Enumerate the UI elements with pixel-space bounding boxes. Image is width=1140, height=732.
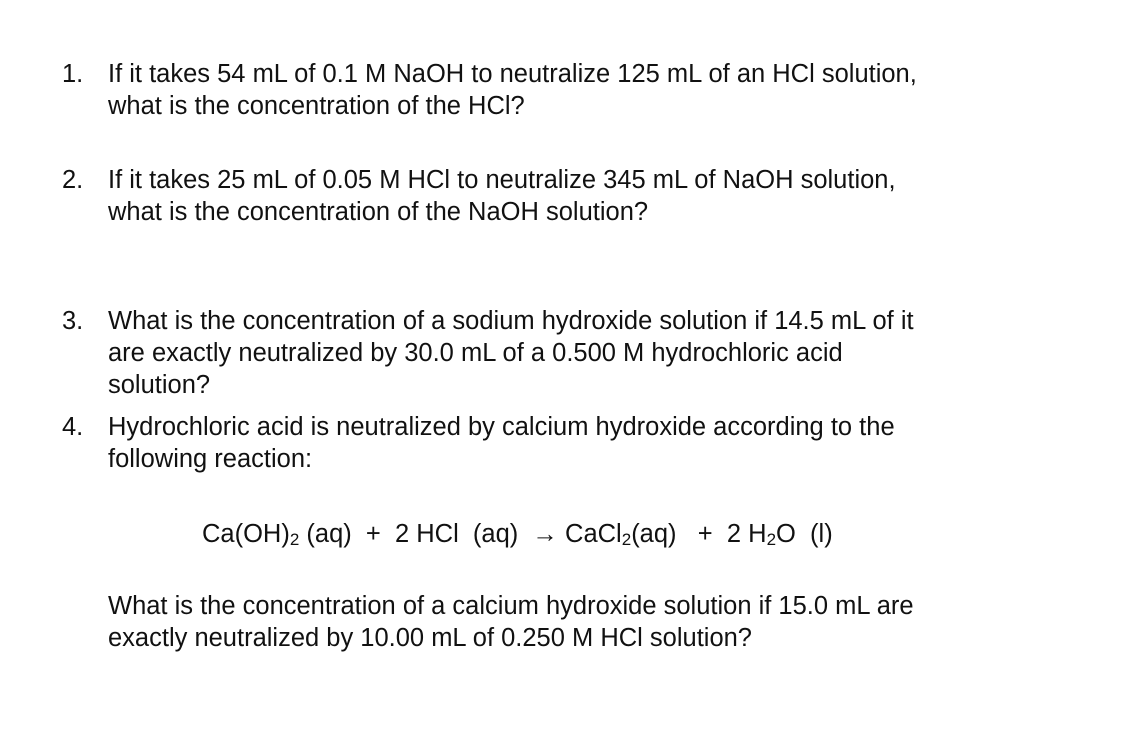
question-line: exactly neutralized by 10.00 mL of 0.250 M HCl solution? <box>108 624 752 652</box>
question-text <box>108 411 1122 475</box>
question-line: What is the concentration of a calcium hydroxide solution if 15.0 mL are <box>108 592 914 620</box>
question-line: what is the concentration of the HCl? <box>108 92 525 120</box>
product-water-tail: O (l) <box>776 520 833 548</box>
question-4 <box>62 411 1122 475</box>
question-number: 2. <box>62 166 84 194</box>
question-3 <box>62 305 1122 401</box>
product-water: 2 H <box>726 520 767 548</box>
question-number: 3. <box>62 307 84 335</box>
subscript: 2 <box>289 530 300 549</box>
state-label: (aq) <box>631 520 677 548</box>
question-1 <box>62 58 1122 122</box>
subscript: 2 <box>766 530 777 549</box>
plus-sign: + <box>676 520 727 548</box>
question-line: following reaction: <box>108 445 313 473</box>
question-line: are exactly neutralized by 30.0 mL of a 0.500 M hydrochloric acid <box>108 339 843 367</box>
question-text <box>108 305 1122 401</box>
question-text <box>108 164 1122 228</box>
reactant-calcium-hydroxide: Ca(OH) <box>202 520 290 548</box>
question-2 <box>62 164 1122 228</box>
question-number: 1. <box>62 60 84 88</box>
subscript: 2 <box>621 530 632 549</box>
question-line: Hydrochloric acid is neutralized by calcium hydroxide according to the <box>108 413 895 441</box>
reactant-hcl: 2 HCl (aq) <box>394 520 519 548</box>
question-line: What is the concentration of a sodium hydroxide solution if 14.5 mL of it <box>108 307 914 335</box>
question-4-followup <box>108 590 1118 654</box>
question-number: 4. <box>62 413 84 441</box>
question-line: what is the concentration of the NaOH solution? <box>108 198 649 226</box>
state-label: (aq) <box>299 520 352 548</box>
product-calcium-chloride: CaCl <box>565 520 622 548</box>
question-text <box>108 58 1122 122</box>
reaction-equation <box>202 518 833 550</box>
question-line: solution? <box>108 371 211 399</box>
plus-sign: + <box>351 520 395 548</box>
reaction-arrow: → <box>518 520 566 548</box>
question-line: If it takes 25 mL of 0.05 M HCl to neutralize 345 mL of NaOH solution, <box>108 166 896 194</box>
question-line: If it takes 54 mL of 0.1 M NaOH to neutralize 125 mL of an HCl solution, <box>108 60 917 88</box>
